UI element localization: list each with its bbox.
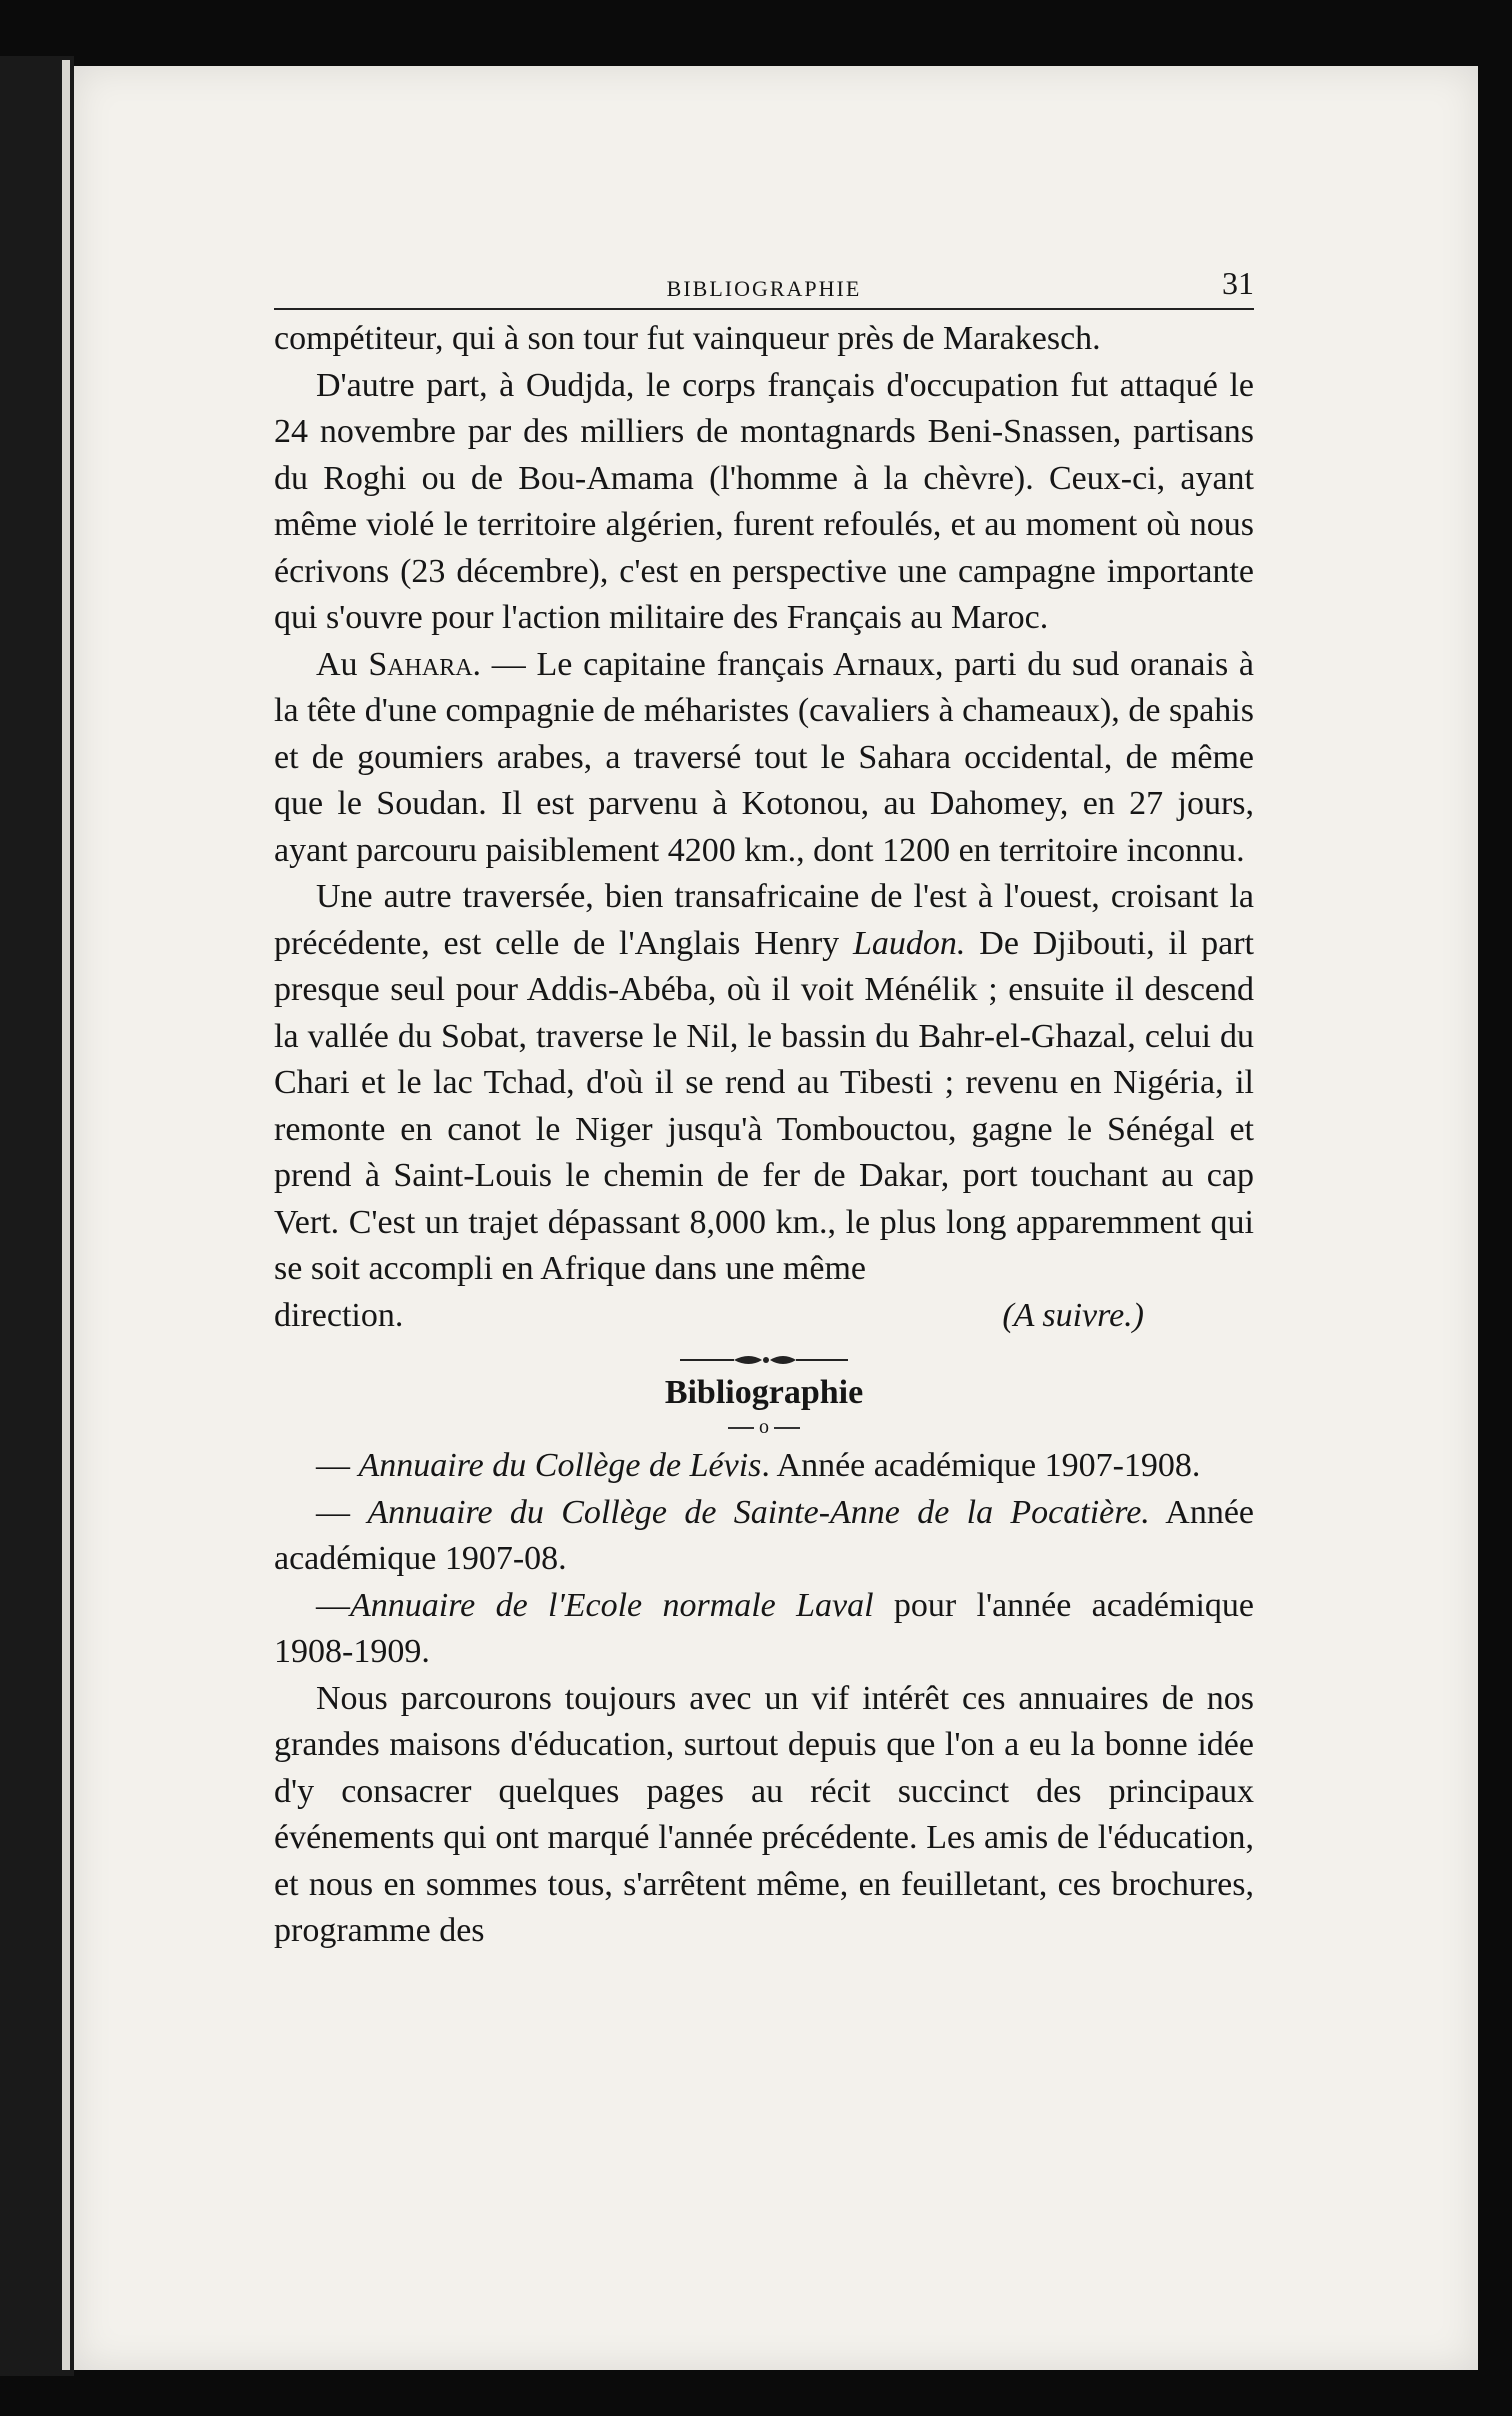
- a-suivre-line: [274, 1293, 1254, 1340]
- paragraph-closing: Nous parcourons toujours avec un vif intérêt ces annuaires de nos grandes maisons d'éducation, surtout depuis que l'on a eu la bonne idée d'y consacrer quelques pages au récit succinct des principaux événements qui ont marqué l'année précédente. Les amis de l'éducation, et nous en sommes tous, s'arrêtent même, en feuilletant, ces brochures, programme des: [274, 1679, 1254, 1949]
- book-spine-edge: [62, 60, 70, 2370]
- entry-title: Annuaire du Collège de Lévis: [358, 1447, 762, 1484]
- bibliographie-title: Bibliographie: [664, 1374, 864, 1411]
- entry-rest: . Année académique 1907-1908.: [761, 1447, 1201, 1484]
- biblio-entry-levis: [274, 1443, 1254, 1490]
- entry-title: Annuaire de l'Ecole normale Laval: [350, 1586, 874, 1624]
- running-head-title: BIBLIOGRAPHIE: [666, 276, 862, 301]
- laudon-last-word: direction.: [274, 1296, 404, 1334]
- entry-dash: —: [316, 1447, 359, 1484]
- laudon-before: Une autre traversée, bien transafricaine de l'est à l'ouest, croisant la précédente, est celle de l'Anglais Henry: [274, 878, 1254, 962]
- running-head: [274, 266, 1254, 306]
- paragraph-laudon: [274, 874, 1254, 1293]
- a-suivre: (A suivre.): [1002, 1296, 1144, 1334]
- entry-dash: —: [316, 1493, 368, 1531]
- sahara-text: — Le capitaine français Arnaux, parti du sud oranais à la tête d'une compagnie de méharistes (cavaliers à chameaux), de spahis et de goumiers arabes, a traversé tout le Sahara occidental, de même que le Soudan. Il est parvenu à Kotonou, au Dahomey, en 27 jours, ayant parcouru paisiblement 4200 km., dont 1200 en territoire inconnu.: [274, 645, 1255, 869]
- sahara-heading: Sahara.: [368, 645, 482, 683]
- paragraph-sahara: [274, 642, 1254, 875]
- paragraph-competiteur: compétiteur, qui à son tour fut vainqueur près de Marakesch.: [274, 320, 1101, 357]
- page-number: 31: [1222, 265, 1254, 301]
- title-small-ornament: [274, 1415, 1254, 1443]
- book-page: [74, 66, 1478, 2370]
- small-ornament-letter: o: [759, 1416, 769, 1438]
- sahara-lead: Au: [316, 645, 358, 683]
- page-content: [274, 266, 1254, 1955]
- entry-rest: pour l'année académique 1908-1909.: [274, 1586, 1255, 1670]
- paragraph-oudjda: D'autre part, à Oudjda, le corps français d'occupation fut attaqué le 24 novembre par des milliers de montagnards Beni-Snassen, partisans du Roghi ou de Bou-Amama (l'homme à la chèvre). Ceux-ci, ayant même violé le territoire algérien, furent refoulés, et au moment où nous écrivons (23 décembre), c'est en perspective une campagne importante qui s'ouvre pour l'action militaire des Français au Maroc.: [274, 366, 1254, 636]
- laudon-after: De Djibouti, il part presque seul pour Addis-Abéba, où il voit Ménélik ; ensuite il descend la vallée du Sobat, traverse le Nil, le bassin du Bahr-el-Ghazal, celui du Chari et le lac Tchad, d'où il se rend au Tibesti ; revenu en Nigéria, il remonte en canot le Niger jusqu'à Tombouctou, gagne le Sénégal et prend à Saint-Louis le chemin de fer de Dakar, port touchant au cap Vert. C'est un trajet dépassant 8,000 km., le plus long apparemment qui se soit accompli en Afrique dans une même: [274, 924, 1254, 1287]
- entry-rest: Année académique 1907-08.: [274, 1493, 1254, 1577]
- section-divider-ornament: [274, 1339, 1254, 1369]
- biblio-entry-laval: [274, 1583, 1254, 1676]
- biblio-entry-sainte-anne: [274, 1490, 1254, 1583]
- entry-dash: —: [316, 1586, 350, 1624]
- laudon-name: Laudon.: [853, 924, 966, 962]
- entry-title: Annuaire du Collège de Sainte-Anne de la Pocatière.: [367, 1493, 1150, 1531]
